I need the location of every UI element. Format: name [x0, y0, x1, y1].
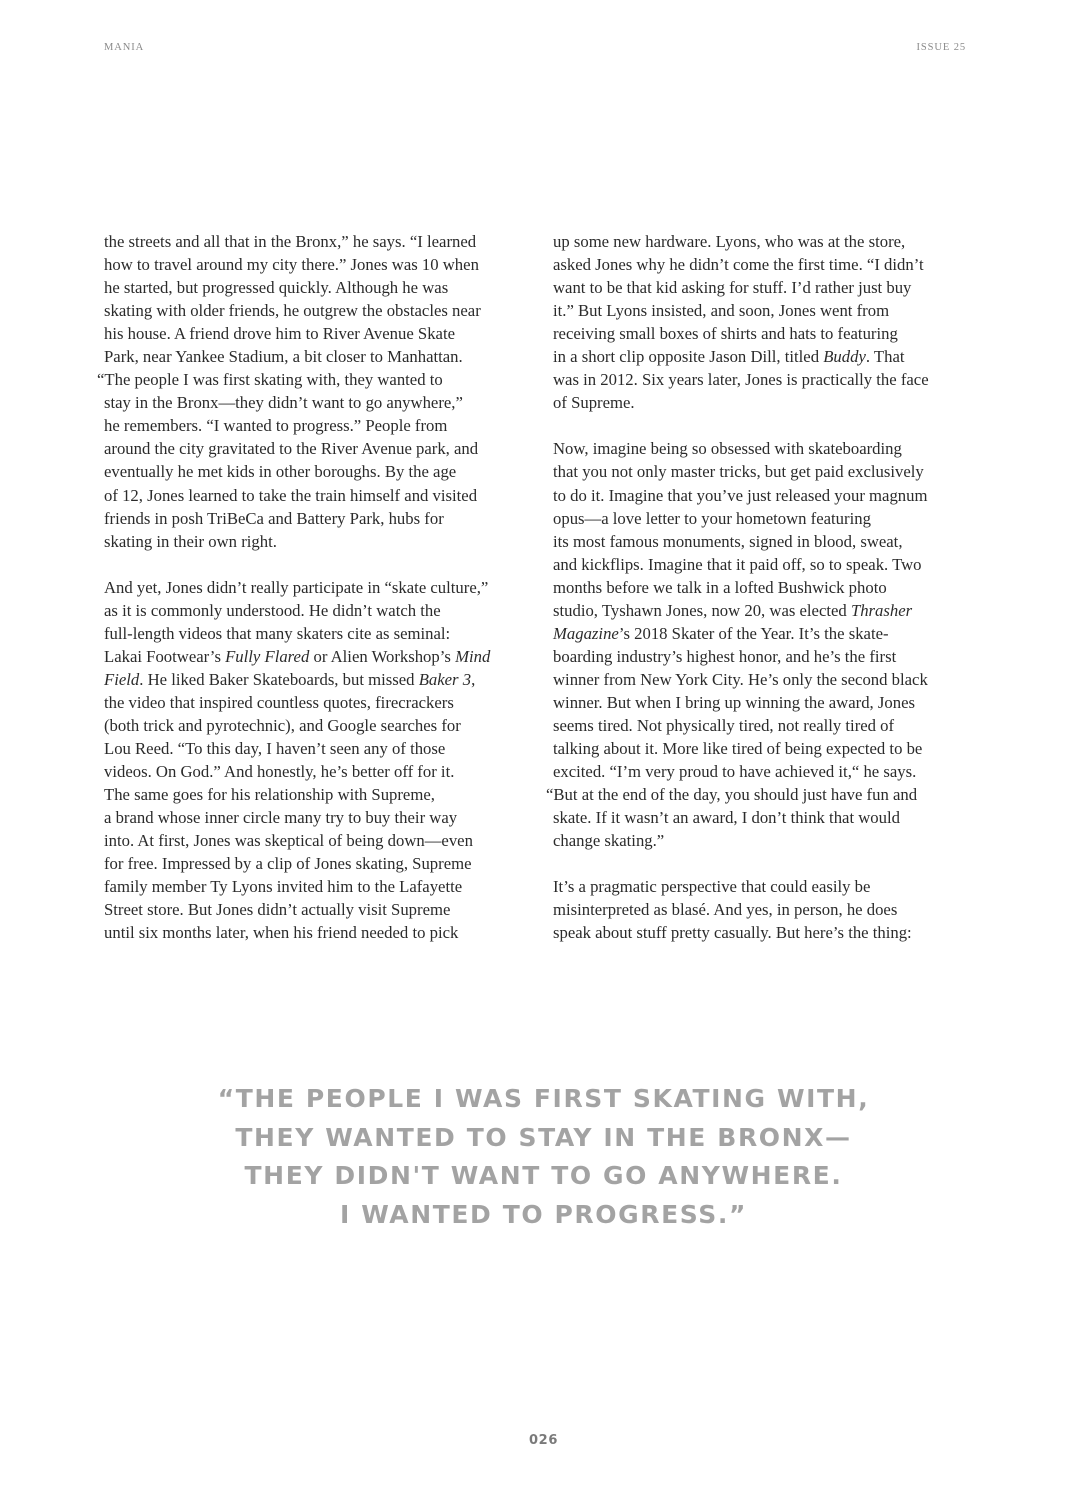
- text-line: [104, 576, 544, 599]
- text-run: The same goes for his relationship with Supreme,: [104, 785, 435, 805]
- text-line: [553, 368, 973, 391]
- text-run: a brand whose inner circle many try to buy their way: [104, 808, 458, 828]
- text-line: [553, 714, 973, 737]
- text-line: [104, 852, 544, 875]
- text-line: [104, 714, 544, 737]
- text-line: [104, 737, 544, 760]
- magazine-name: MANIA: [104, 42, 145, 53]
- text-run: of 12, Jones learned to take the train himself and visited: [104, 485, 478, 505]
- text-line: [553, 806, 973, 829]
- text-run: talking about it. More like tired of being expected to be: [553, 739, 923, 759]
- text-run: excited. “I’m very proud to have achieved it,“ he says.: [553, 762, 917, 782]
- text-run: skate. If it wasn’t an award, I don’t think that would: [553, 808, 900, 828]
- text-line: [104, 898, 544, 921]
- text-line: [553, 760, 973, 783]
- italic-title: Thrasher: [850, 600, 913, 620]
- text-run: friends in posh TriBeCa and Battery Park, hubs for: [104, 508, 444, 528]
- text-line: [97, 368, 544, 391]
- text-run: he started, but progressed quickly. Although he was: [104, 278, 449, 298]
- paragraph-break: [553, 852, 973, 875]
- text-run: as it is commonly understood. He didn’t watch the: [104, 600, 441, 620]
- text-line: [104, 829, 544, 852]
- text-line: [553, 530, 973, 553]
- text-run: until six months later, when his friend needed to pick: [104, 923, 459, 943]
- text-run: and kickflips. Imagine that it paid off, so to speak. Two: [553, 554, 922, 574]
- text-run: was in 2012. Six years later, Jones is practically the face: [553, 370, 929, 390]
- pull-quote-line: I WANTED TO PROGRESS.”: [339, 1199, 747, 1229]
- text-line: [104, 806, 544, 829]
- text-line: [553, 668, 973, 691]
- text-run: months before we talk in a lofted Bushwick photo: [553, 577, 887, 597]
- text-run: boarding industry’s highest honor, and he’s the first: [553, 646, 897, 666]
- text-line: [104, 391, 544, 414]
- text-run: . That: [865, 347, 905, 367]
- text-run: seems tired. Not physically tired, not really tired of: [553, 715, 895, 735]
- text-line: [104, 299, 544, 322]
- text-line: [553, 391, 973, 414]
- text-line: [104, 414, 544, 437]
- text-run: speak about stuff pretty casually. But here’s the thing:: [553, 923, 912, 943]
- paragraph-break: [553, 414, 973, 437]
- text-line: [553, 460, 973, 483]
- text-run: the streets and all that in the Bronx,” he says. “I learned: [104, 232, 477, 251]
- text-run: eventually he met kids in other boroughs. By the age: [104, 462, 457, 482]
- text-run: Lou Reed. “To this day, I haven’t seen any of those: [104, 739, 446, 759]
- text-run: Now, imagine being so obsessed with skateboarding: [553, 439, 902, 459]
- text-run: “But at the end of the day, you should just have fun and: [546, 785, 918, 805]
- text-run: to do it. Imagine that you’ve just released your magnum: [553, 485, 928, 505]
- text-line: [104, 599, 544, 622]
- text-run: its most famous monuments, signed in blood, sweat,: [553, 531, 903, 551]
- text-run: he remembers. “I wanted to progress.” People from: [104, 416, 448, 436]
- text-line: [104, 253, 544, 276]
- text-line: [553, 230, 973, 253]
- text-run: misinterpreted as blasé. And yes, in person, he does: [553, 900, 898, 920]
- text-line: [553, 322, 973, 345]
- text-line: [104, 622, 544, 645]
- italic-title: Fully Flared: [225, 646, 310, 666]
- text-line: [553, 576, 973, 599]
- text-run: around the city gravitated to the River Avenue park, and: [104, 439, 479, 459]
- text-run: receiving small boxes of shirts and hats to featuring: [553, 324, 898, 344]
- text-line: [553, 737, 973, 760]
- text-run: videos. On God.” And honestly, he’s better off for it.: [104, 762, 455, 782]
- text-run: Street store. But Jones didn’t actually visit Supreme: [104, 900, 451, 920]
- text-line: [553, 484, 973, 507]
- text-line: [553, 507, 973, 530]
- text-run: stay in the Bronx—they didn’t want to go anywhere,”: [104, 393, 463, 413]
- text-line: [104, 875, 544, 898]
- text-run: ,: [471, 669, 476, 689]
- text-line: [104, 322, 544, 345]
- text-line: [553, 345, 973, 368]
- italic-title: Magazine: [553, 623, 619, 643]
- text-line: [553, 691, 973, 714]
- text-line: [104, 230, 544, 253]
- italic-title: Field: [104, 669, 140, 689]
- text-run: for free. Impressed by a clip of Jones skating, Supreme: [104, 854, 472, 874]
- page-number: 026: [529, 1433, 558, 1448]
- text-run: “The people I was first skating with, they wanted to: [97, 370, 443, 390]
- text-line: [104, 530, 544, 553]
- text-run: of Supreme.: [553, 393, 635, 413]
- text-line: [553, 645, 973, 668]
- pull-quote-line: THEY WANTED TO STAY IN THE BRONX—: [235, 1122, 852, 1152]
- text-run: ’s 2018 Skater of the Year. It’s the skate-: [618, 623, 889, 643]
- text-run: It’s a pragmatic perspective that could easily be: [553, 877, 871, 897]
- issue-number: ISSUE 25: [916, 42, 966, 53]
- text-line: [104, 921, 544, 944]
- text-run: Lakai Footwear’s: [104, 646, 226, 666]
- text-run: the video that inspired countless quotes, firecrackers: [104, 692, 454, 712]
- paragraph-break: [104, 553, 544, 576]
- text-run: skating in their own right.: [104, 531, 277, 551]
- text-line: [104, 437, 544, 460]
- text-run: in a short clip opposite Jason Dill, titled: [553, 347, 824, 367]
- text-line: [553, 299, 973, 322]
- text-run: full-length videos that many skaters cite as seminal:: [104, 623, 451, 643]
- text-line: [553, 276, 973, 299]
- text-run: And yet, Jones didn’t really participate in “skate culture,”: [104, 577, 489, 597]
- article-column-left: [97, 230, 544, 944]
- pull-quote-line: THEY DIDN'T WANT TO GO ANYWHERE.: [244, 1161, 843, 1190]
- text-line: [553, 437, 973, 460]
- text-line: [546, 783, 973, 806]
- text-run: want to be that kid asking for stuff. I’d rather just buy: [553, 278, 912, 298]
- text-run: that you not only master tricks, but get paid exclusively: [553, 462, 924, 482]
- text-line: [104, 345, 544, 368]
- text-run: asked Jones why he didn’t come the first time. “I didn’t: [553, 255, 924, 275]
- text-line: [104, 668, 544, 691]
- text-run: it.” But Lyons insisted, and soon, Jones went from: [553, 301, 890, 321]
- text-run: or Alien Workshop’s: [309, 646, 456, 666]
- text-run: opus—a love letter to your hometown featuring: [553, 508, 871, 528]
- text-line: [104, 760, 544, 783]
- pull-quote: [0, 1080, 1087, 1234]
- text-run: winner from New York City. He’s only the second black: [553, 669, 928, 689]
- text-run: (both trick and pyrotechnic), and Google searches for: [104, 715, 461, 735]
- text-line: [553, 898, 973, 921]
- italic-title: Buddy: [823, 347, 866, 367]
- text-line: [104, 460, 544, 483]
- text-run: into. At first, Jones was skeptical of being down—even: [104, 831, 473, 851]
- text-run: . He liked Baker Skateboards, but missed: [139, 669, 419, 689]
- text-line: [104, 691, 544, 714]
- text-run: Park, near Yankee Stadium, a bit closer to Manhattan.: [104, 347, 463, 367]
- text-run: change skating.”: [553, 831, 665, 851]
- text-line: [104, 507, 544, 530]
- text-run: family member Ty Lyons invited him to the Lafayette: [104, 877, 463, 897]
- text-line: [104, 783, 544, 806]
- text-line: [553, 553, 973, 576]
- text-run: his house. A friend drove him to River Avenue Skate: [104, 324, 455, 344]
- text-line: [553, 829, 973, 852]
- italic-title: Mind: [455, 646, 491, 666]
- text-line: [104, 484, 544, 507]
- text-line: [553, 599, 973, 622]
- text-line: [553, 921, 973, 944]
- text-line: [553, 253, 973, 276]
- article-column-right: [546, 230, 973, 944]
- text-line: [104, 645, 544, 668]
- text-line: [553, 622, 973, 645]
- text-line: [104, 276, 544, 299]
- text-run: studio, Tyshawn Jones, now 20, was elected: [553, 600, 851, 620]
- text-run: how to travel around my city there.” Jones was 10 when: [104, 255, 479, 275]
- text-line: [553, 875, 973, 898]
- italic-title: Baker 3: [418, 669, 472, 689]
- text-run: skating with older friends, he outgrew the obstacles near: [104, 301, 481, 321]
- pull-quote-line: “THE PEOPLE I WAS FIRST SKATING WITH,: [217, 1084, 870, 1113]
- text-run: winner. But when I bring up winning the award, Jones: [553, 692, 915, 712]
- text-run: up some new hardware. Lyons, who was at the store,: [553, 232, 906, 251]
